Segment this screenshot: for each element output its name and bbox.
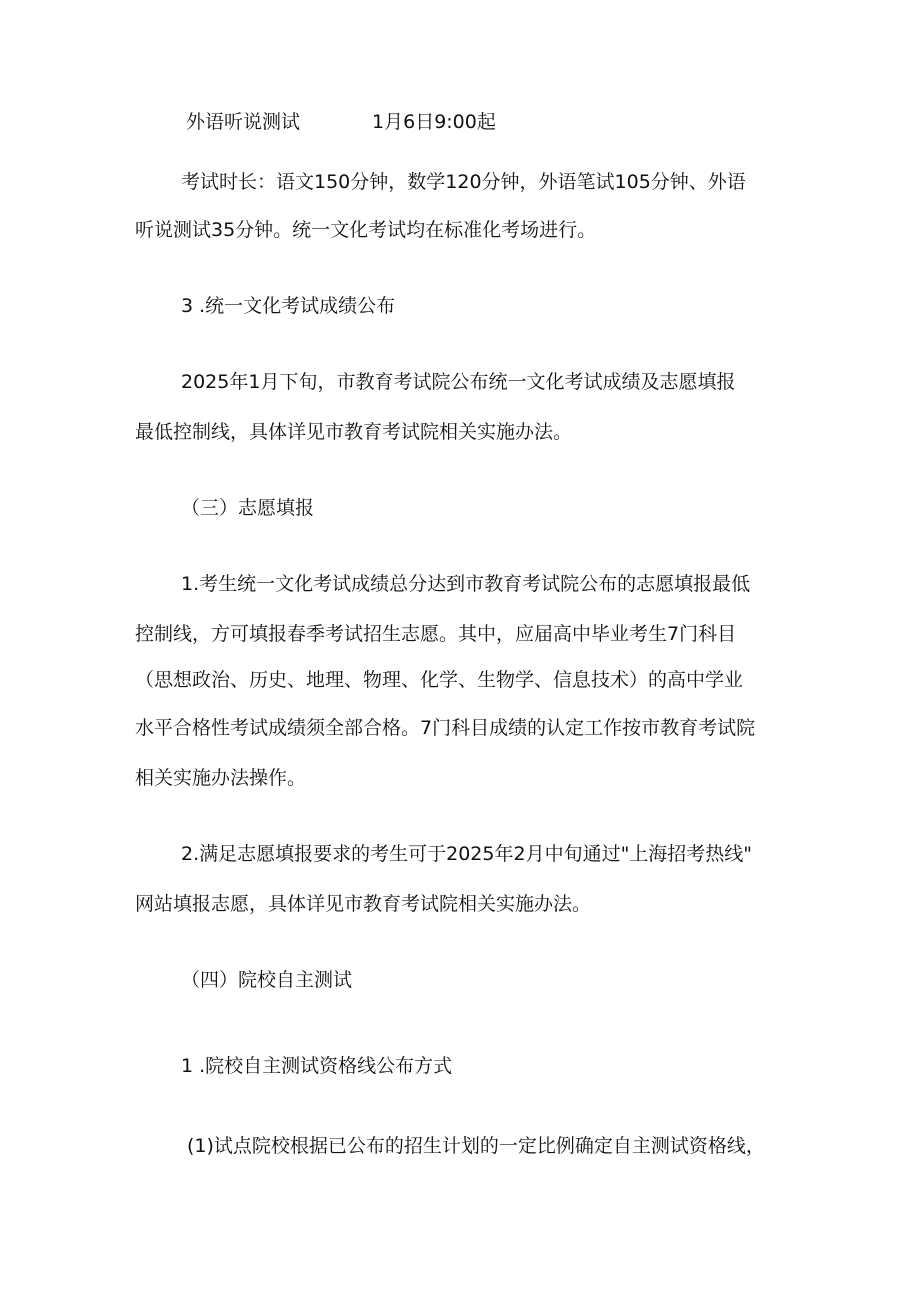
- sub-1-item-1: (1)试点院校根据已公布的招生计划的一定比例确定自主测试资格线，: [187, 1135, 765, 1157]
- item-1-line-4: 水平合格性考试成绩须全部合格。7门科目成绩的认定工作按市教育考试院: [135, 717, 756, 739]
- schedule-subject: 外语听说测试: [186, 111, 301, 133]
- item-1-line-2: 控制线，方可填报春季考试招生志愿。其中，应届高中毕业考生7门科目: [135, 623, 737, 645]
- item-1-line-5: 相关实施办法操作。: [135, 767, 307, 789]
- part-3-heading: （三）志愿填报: [181, 497, 315, 519]
- schedule-time: 1月6日9:00起: [372, 111, 496, 133]
- item-1-line-3: （思想政治、历史、地理、物理、化学、生物学、信息技术）的高中学业: [135, 669, 744, 691]
- schedule-row: [186, 110, 496, 134]
- item-2-line-1: 2.满足志愿填报要求的考生可于2025年2月中旬通过"上海招考热线": [181, 843, 753, 865]
- item-1-line-1: 1.考生统一文化考试成绩总分达到市教育考试院公布的志愿填报最低: [181, 573, 751, 595]
- sub-1-heading: 1 .院校自主测试资格线公布方式: [181, 1055, 453, 1077]
- part-4-heading: （四）院校自主测试: [181, 969, 353, 991]
- section-3-heading: 3 .统一文化考试成绩公布: [181, 295, 396, 317]
- duration-line-1: 考试时长：语文150分钟，数学120分钟，外语笔试105分钟、外语: [181, 171, 746, 193]
- scores-line-1: 2025年1月下旬，市教育考试院公布统一文化考试成绩及志愿填报: [181, 371, 736, 393]
- item-2-line-2: 网站填报志愿，具体详见市教育考试院相关实施办法。: [135, 893, 592, 915]
- scores-line-2: 最低控制线，具体详见市教育考试院相关实施办法。: [135, 421, 573, 443]
- duration-line-2: 听说测试35分钟。统一文化考试均在标准化考场进行。: [135, 219, 597, 241]
